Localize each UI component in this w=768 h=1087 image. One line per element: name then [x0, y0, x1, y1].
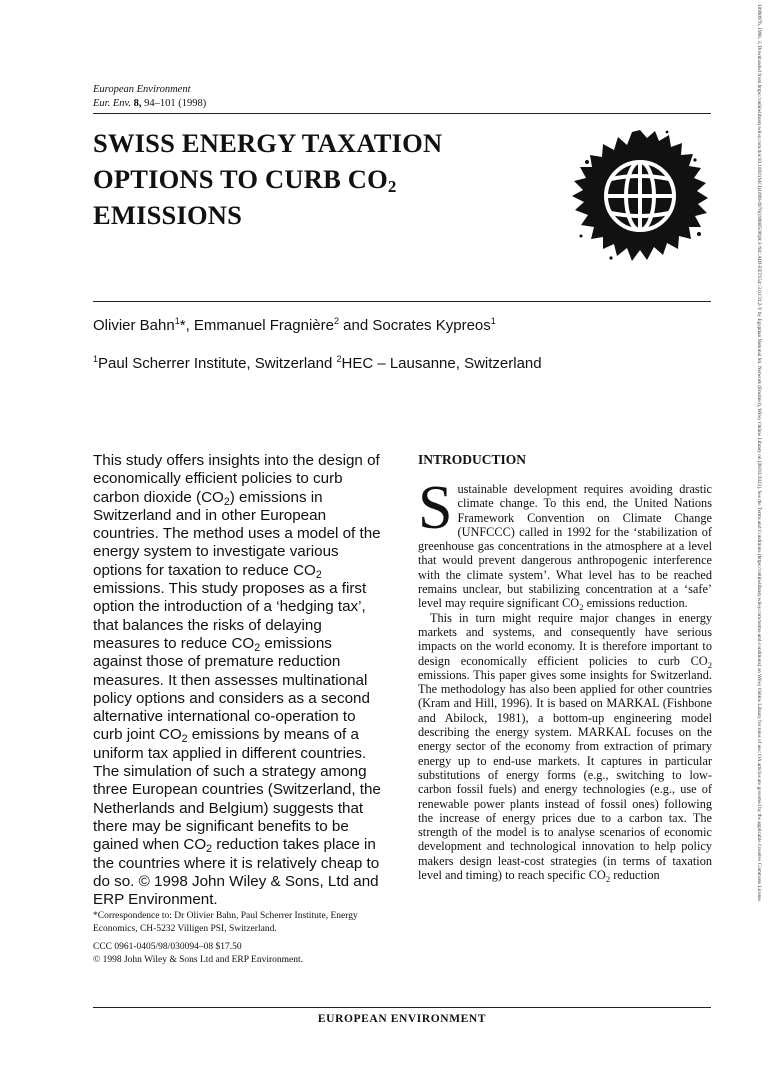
co2-subscript: 2 [579, 602, 584, 613]
co2-subscript: 2 [254, 641, 261, 654]
affiliation-mark: 2 [336, 354, 342, 364]
drop-cap: S [418, 474, 453, 542]
co2-subscript: 2 [707, 659, 712, 670]
author-list [93, 316, 496, 336]
title-line-3: EMISSIONS [93, 200, 243, 230]
article-title [93, 125, 543, 233]
author-affiliation-mark: 1 [490, 316, 496, 326]
download-notice: 10990976, 1998, 3, Downloaded from https://onlinelibrary.wiley.com/doi/10.1002/(SICI)1099-0976(199805/06)8:3<94::AID-EET154>3.0.CO;2-Y by Egyptian National Sti. Network (Enstinet), Wiley Online Library on [08/03/2023]. See the Terms and Conditions (https://onlinelibrary.wiley.com/terms-and-conditions) on Wiley Online Library for rules of use; OA articles are governed by the applicable Creative Commons License [756, 4, 762, 902]
paragraph-text: ustainable development requires avoiding drastic climate change. To this end, the United Nations Framework Convention on Climate Change (UNFCCC) called in 1992 for the ‘stabilization of greenhouse gas concentrations in the atmosphere at a level that would prevent dangerous anthropogenic interference with the climate system’. What level has to be reached remains unclear, but stabilizing concentration at a ‘safe’ level may require significant CO [418, 482, 712, 611]
paragraph-text: reduction [610, 868, 660, 883]
citation-volume: 8, [133, 98, 142, 109]
affiliations [93, 354, 542, 374]
paragraph-text: emissions. This paper gives some insights for Switzerland. The methodology has also been applied for other countries (Kram and Hill, 1996). It is based on MARKAL (Fishbone and Abilock, 1981), a bottom-up engineering model describing the energy system. MARKAL focuses on the energy sector of the economy from extraction of primary energy up to end-use markets. It captures in particular substitutions of energy forms (e.g., switching to low-carbon fossil fuels) and energy technologies (e.g., use of renewable power plants instead of fossil ones) following the increase of energy prices due to a carbon tax. The strength of the model is to analyse scenarios of economic development and technological innovation to help policy makers design least-cost strategies (in terms of taxation level and timing) to reach specific CO [418, 667, 712, 883]
page-footer: EUROPEAN ENVIRONMENT [317, 1013, 487, 1025]
author-separator: , [185, 317, 194, 334]
corresponding-mark: * [179, 317, 186, 334]
paragraph-text: emissions reduction. [583, 596, 688, 611]
abstract-text: emissions. This study proposes as a first option the introduction of a ‘hedging tax’, that balances the risks of delaying measures to reduce CO [93, 580, 367, 652]
title-subscript: 2 [387, 177, 397, 196]
abstract-text: reduction takes place in the countries where it is relatively cheap to do so. © 1998 John Wiley & Sons, Ltd and ERP Environment. [93, 836, 380, 909]
co2-subscript: 2 [206, 843, 213, 856]
globe-icon [567, 126, 713, 266]
co2-subscript: 2 [223, 495, 230, 508]
co2-subscript: 2 [605, 874, 611, 885]
abstract-text: ) emissions in Switzerland and in other European countries. The method uses a model of the energy system to investigate various options for taxation to reduce CO [93, 488, 381, 579]
intro-paragraph [418, 474, 712, 613]
intro-paragraph [418, 611, 712, 883]
journal-name: European Environment [93, 84, 191, 95]
download-sidebar [752, 0, 764, 1087]
affiliation-mark: 1 [93, 354, 99, 364]
correspondence-note: *Correspondence to: Dr Olivier Bahn, Paul Scherrer Institute, Energy Economics, CH-5232 Villigen PSI, Switzerland. [93, 911, 358, 934]
header-rule [93, 113, 711, 114]
author-name: Socrates Kypreos [372, 317, 491, 334]
abstract-text: emissions by means of a uniform tax applied in different countries. The simulation of such a strategy among three European countries (Switzerland, the Netherlands and Belgium) suggests that there may be significant benefits to be gained when CO [93, 726, 381, 854]
author-affiliation-mark: 2 [333, 316, 339, 326]
copyright-note: © 1998 John Wiley & Sons Ltd and ERP Environment. [93, 954, 304, 965]
journal-citation [93, 97, 206, 111]
author-name: Olivier Bahn [93, 317, 175, 334]
title-rule [93, 301, 711, 302]
co2-subscript: 2 [315, 568, 322, 581]
paragraph-text: This in turn might require major changes in energy markets and systems, and consequently have serious impacts on the world economy. It is therefore important to design economically efficient policies to curb CO [418, 610, 712, 668]
co2-subscript: 2 [181, 733, 188, 746]
section-heading: INTRODUCTION [418, 452, 527, 467]
abstract-text: emissions against those of premature reduction measures. It then assesses multinational policy options and considers as a second alternative international co-operation to curb joint CO [93, 634, 370, 744]
affiliation-text: Paul Scherrer Institute, Switzerland [98, 355, 337, 372]
ccc-code: CCC 0961-0405/98/030094–08 $17.50 [93, 942, 242, 952]
author-separator: and [338, 317, 373, 334]
citation-pages: 94–101 (1998) [144, 98, 207, 109]
introduction-column [418, 452, 712, 885]
author-affiliation-mark: 1 [174, 316, 180, 326]
citation-abbrev: Eur. Env. [93, 98, 132, 109]
title-line-1: SWISS ENERGY TAXATION [93, 128, 443, 158]
footnotes [93, 910, 393, 966]
author-name: Emmanuel Fragnière [193, 317, 334, 334]
abstract-text: This study offers insights into the design of economically efficient policies to curb carbon dioxide (CO [93, 452, 380, 506]
footer-rule [93, 1007, 711, 1008]
affiliation-text: HEC – Lausanne, Switzerland [341, 355, 542, 372]
title-line-2: OPTIONS TO CURB CO [93, 164, 388, 194]
abstract [93, 452, 385, 909]
journal-header [93, 83, 206, 111]
